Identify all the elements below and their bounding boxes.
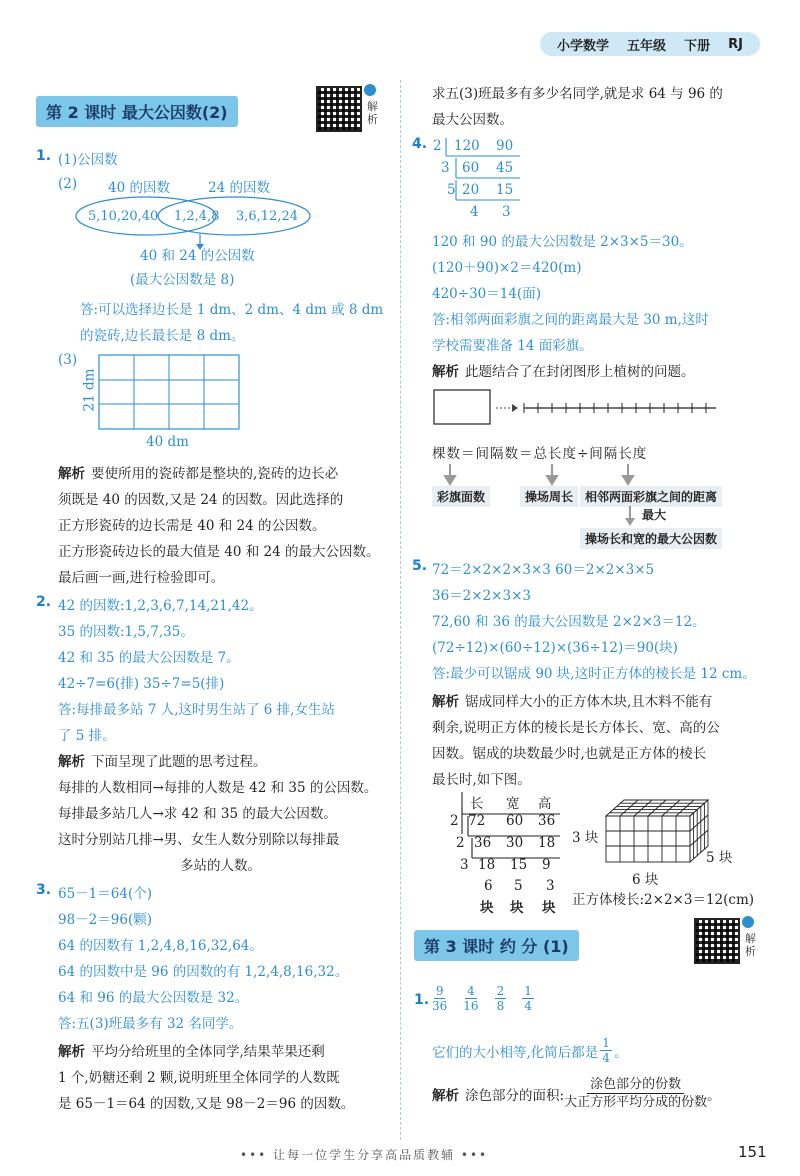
q5-div-r1-a: 72	[468, 813, 486, 829]
q2-line4: 42÷7=6(排) 35÷7=5(排)	[58, 676, 225, 692]
q2-analysis-5: 多站的人数。	[180, 858, 261, 874]
q5-line2: 36＝2×2×3×3	[432, 588, 531, 604]
q5-head-height: 高	[538, 796, 552, 812]
q3-continued-2: 最大公因数。	[432, 112, 513, 128]
q5-head-width: 宽	[506, 796, 520, 812]
q3-continued-1: 求五(3)班最多有多少名同学,就是求 64 与 96 的	[432, 86, 723, 102]
q2-line2: 35 的因数:1,5,7,35。	[58, 624, 194, 640]
qr-code-icon[interactable]	[694, 918, 740, 964]
q1-answer-line2: 的瓷砖,边长最长是 8 dm。	[80, 328, 245, 344]
q4-short-division	[430, 136, 530, 220]
q3-line5: 64 和 96 的最大公因数是 32。	[58, 990, 249, 1006]
q4-div-r2-b: 45	[496, 160, 514, 176]
q5-div-r4-a: 6	[484, 878, 493, 894]
q5-analysis-3: 因数。锯成的块数最少时,也就是正方体的棱长	[432, 746, 707, 762]
q3-analysis-3: 是 65－1＝64 的因数,又是 98－2＝96 的因数。	[58, 1096, 355, 1112]
q4-div-r4-a: 4	[470, 204, 479, 220]
q5-head-length: 长	[470, 796, 484, 812]
q5-div-r2-divisor: 2	[456, 835, 465, 851]
l3-q1-fraction-list	[432, 984, 534, 1013]
formula-arrows	[432, 462, 732, 486]
play-icon	[742, 916, 754, 928]
q3-line2: 98－2＝96(颗)	[58, 912, 152, 928]
q1-part2-no: (2)	[58, 176, 78, 192]
q5-line3: 72,60 和 36 的最大公因数是 2×2×3＝12。	[432, 614, 706, 630]
grid-side-label: 21 dm	[81, 368, 98, 412]
q3-line1: 65－1＝64(个)	[58, 886, 152, 902]
venn-right-only: 3,6,12,24	[236, 209, 299, 224]
flag-diagram	[432, 386, 722, 430]
grid-bottom-label: 40 dm	[146, 434, 189, 450]
cube-count-width: 5 块	[706, 850, 733, 866]
q1-analysis-2: 须既是 40 的因数,又是 24 的因数。因此选择的	[58, 492, 344, 508]
area-fraction: 涂色部分的份数 大正方形平均分成的份数	[564, 1077, 708, 1110]
venn-left-only: 5,10,20,40	[88, 209, 159, 224]
venn-left-title: 40 的因数	[108, 180, 170, 196]
q5-div-r1-divisor: 2	[450, 813, 459, 829]
header-subject: 小学数学	[557, 38, 610, 54]
q1-analysis-tag: 解析	[58, 466, 85, 482]
q5-div-r4-b: 5	[514, 878, 523, 894]
simplified-fraction: $\frac{1}{4}$	[602, 1036, 610, 1065]
q5-div-r1-c: 36	[538, 813, 556, 829]
q5-div-r3-b: 15	[510, 857, 528, 873]
q4-div-r3-a: 20	[462, 182, 480, 198]
q1-part1: (1)公因数	[58, 152, 118, 168]
footer-slogan-text: 让每一位学生分享高品质教辅	[273, 1148, 456, 1162]
box-flag-count: 彩旗面数	[432, 486, 490, 507]
q4-formula: 棵数＝间隔数＝总长度÷间隔长度	[432, 446, 648, 462]
q1-part3-no: (3)	[58, 352, 78, 368]
q4-line1: 120 和 90 的最大公因数是 2×3×5＝30。	[432, 234, 693, 250]
q5-unit-2: 块	[510, 900, 524, 916]
fraction: $\frac{2}{8}$	[496, 984, 505, 1013]
q5-line4: (72÷12)×(60÷12)×(36÷12)＝90(块)	[432, 640, 678, 656]
q5-unit-1: 块	[480, 900, 494, 916]
cube-edge-length: 正方体棱长:2×2×3＝12(cm)	[572, 892, 755, 908]
play-icon	[364, 84, 376, 96]
header-grade: 五年级	[627, 38, 667, 54]
l3-q1-analysis-tag: 解析	[432, 1087, 459, 1104]
q5-div-r3-c: 9	[542, 857, 551, 873]
q4-div-r4-b: 3	[502, 204, 511, 220]
q5-unit-3: 块	[542, 900, 556, 916]
footer-slogan: ••• 让每一位学生分享高品质教辅 •••	[240, 1148, 489, 1162]
q3-line4: 64 的因数中是 96 的因数的有 1,2,4,8,16,32。	[58, 964, 349, 980]
l3-q1-analysis	[432, 1076, 721, 1111]
q2-line5: 答:每排最多站 7 人,这时男生站了 6 排,女生站	[58, 702, 335, 718]
box-flag-distance: 相邻两面彩旗之间的距离	[580, 486, 722, 507]
fraction: $\frac{9}{36}$	[432, 984, 448, 1013]
lesson-2-title: 第 2 课时 最大公因数(2)	[36, 96, 238, 127]
box-track-perimeter: 操场周长	[520, 486, 578, 507]
l3-q1-conclusion	[432, 1036, 627, 1065]
box-gcd-length-width: 操场长和宽的最大公因数	[580, 528, 722, 549]
q4-div-r3-divisor: 5	[447, 182, 456, 198]
q4-line5: 学校需要准备 14 面彩旗。	[432, 338, 593, 354]
q1-answer-line1: 答:可以选择边长是 1 dm、2 dm、4 dm 或 8 dm	[80, 302, 384, 318]
q3-line6: 答:五(3)班最多有 32 名同学。	[58, 1016, 243, 1032]
l3-q1-analysis-text: 涂色部分的面积:	[465, 1087, 565, 1104]
q3-analysis-2: 1 个,奶糖还剩 2 颗,说明班里全体同学的人数既	[58, 1070, 340, 1086]
q2-analysis-1: 下面呈现了此题的思考过程。	[91, 754, 267, 770]
tile-grid	[98, 354, 240, 430]
cube-count-height: 3 块	[572, 830, 599, 846]
fraction: $\frac{4}{16}$	[463, 984, 479, 1013]
qr-label: 解析	[745, 932, 756, 958]
page-number: 151	[738, 1143, 767, 1161]
q5-analysis-2: 剩余,说明正方体的棱长是长方体长、宽、高的公	[432, 720, 720, 736]
q4-line3: 420÷30＝14(面)	[432, 286, 541, 302]
q4-analysis-tag: 解析	[432, 364, 459, 380]
q2-analysis-4: 这时分别站几排→男、女生人数分别除以每排最	[58, 832, 340, 848]
q4-analysis-1: 此题结合了在封闭图形上植树的问题。	[465, 364, 695, 380]
qr-label: 解析	[367, 100, 378, 126]
q5-div-r2-a: 36	[474, 835, 492, 851]
q3-number: 3.	[36, 882, 52, 898]
cube-count-length: 6 块	[632, 872, 659, 888]
q1-number: 1.	[36, 148, 52, 164]
q2-line6: 了 5 排。	[58, 728, 116, 744]
q1-analysis-5: 最后画一画,进行检验即可。	[58, 570, 225, 586]
q4-div-r2-divisor: 3	[441, 160, 450, 176]
q3-line3: 64 的因数有 1,2,4,8,16,32,64。	[58, 938, 263, 954]
q2-analysis-3: 每排最多站几人→求 42 和 35 的最大公因数。	[58, 806, 337, 822]
l3-q1-analysis-period: 。	[707, 1087, 721, 1104]
q2-analysis-tag: 解析	[58, 754, 85, 770]
q4-div-r3-b: 15	[496, 182, 514, 198]
q5-analysis-1: 锯成同样大小的正方体木块,且木料不能有	[465, 694, 713, 710]
q4-div-r1-b: 90	[496, 138, 514, 154]
l3-q1-period: 。	[613, 1044, 628, 1061]
q2-analysis-2: 每排的人数相同→每排的人数是 42 和 35 的公因数。	[58, 780, 378, 796]
q4-div-r2-a: 60	[462, 160, 480, 176]
header-volume: 下册	[684, 38, 711, 54]
q4-number: 4.	[412, 136, 428, 152]
column-divider	[400, 80, 401, 1140]
fraction: $\frac{1}{4}$	[524, 984, 532, 1013]
q1-analysis-4: 正方形瓷砖边长的最大值是 40 和 24 的最大公因数。	[58, 544, 380, 560]
q4-div-r1-divisor: 2	[433, 138, 442, 154]
q2-number: 2.	[36, 594, 52, 610]
q5-number: 5.	[412, 558, 428, 574]
q4-line4: 答:相邻两面彩旗之间的距离最大是 30 m,这时	[432, 312, 709, 328]
venn-common: 1,2,4,8	[174, 209, 220, 224]
q3-analysis-1: 平均分给班里的全体同学,结果苹果还剩	[91, 1044, 325, 1060]
q5-div-r1-b: 60	[506, 813, 524, 829]
qr-code-icon[interactable]	[316, 86, 362, 132]
venn-caption-gcd: (最大公因数是 8)	[130, 272, 235, 288]
venn-right-title: 24 的因数	[208, 180, 270, 196]
q1-analysis-1: 要使所用的瓷砖都是整块的,瓷砖的边长必	[91, 466, 339, 482]
l3-q1-number: 1.	[414, 992, 430, 1008]
q5-analysis-tag: 解析	[432, 694, 459, 710]
book-header	[540, 32, 760, 56]
q5-line5: 答:最少可以锯成 90 块,这时正方体的棱长是 12 cm。	[432, 666, 756, 682]
cuboid-diagram	[604, 798, 714, 866]
venn-caption: 40 和 24 的公因数	[140, 248, 255, 264]
q5-div-r2-b: 30	[506, 835, 524, 851]
q5-line1: 72＝2×2×2×3×3 60＝2×2×3×5	[432, 562, 655, 578]
q3-analysis-tag: 解析	[58, 1044, 85, 1060]
q4-line2: (120＋90)×2＝420(m)	[432, 260, 582, 276]
q5-analysis-4: 最长时,如下图。	[432, 772, 531, 788]
q2-line3: 42 和 35 的最大公因数是 7。	[58, 650, 240, 666]
box-flag-distance-max: 最大	[642, 508, 667, 522]
q5-div-r4-c: 3	[546, 878, 555, 894]
q1-analysis-3: 正方形瓷砖的边长需是 40 和 24 的公因数。	[58, 518, 326, 534]
q5-div-r2-c: 18	[538, 835, 556, 851]
q5-div-r3-a: 18	[478, 857, 496, 873]
down-arrow-icon	[620, 506, 640, 528]
q2-line1: 42 的因数:1,2,3,6,7,14,21,42。	[58, 598, 263, 614]
lesson-3-title: 第 3 课时 约 分 (1)	[414, 930, 579, 961]
q4-div-r1-a: 120	[454, 138, 480, 154]
q5-div-r3-divisor: 3	[460, 857, 469, 873]
header-edition: RJ	[728, 36, 743, 52]
l3-q1-text: 它们的大小相等,化简后都是	[432, 1044, 599, 1061]
